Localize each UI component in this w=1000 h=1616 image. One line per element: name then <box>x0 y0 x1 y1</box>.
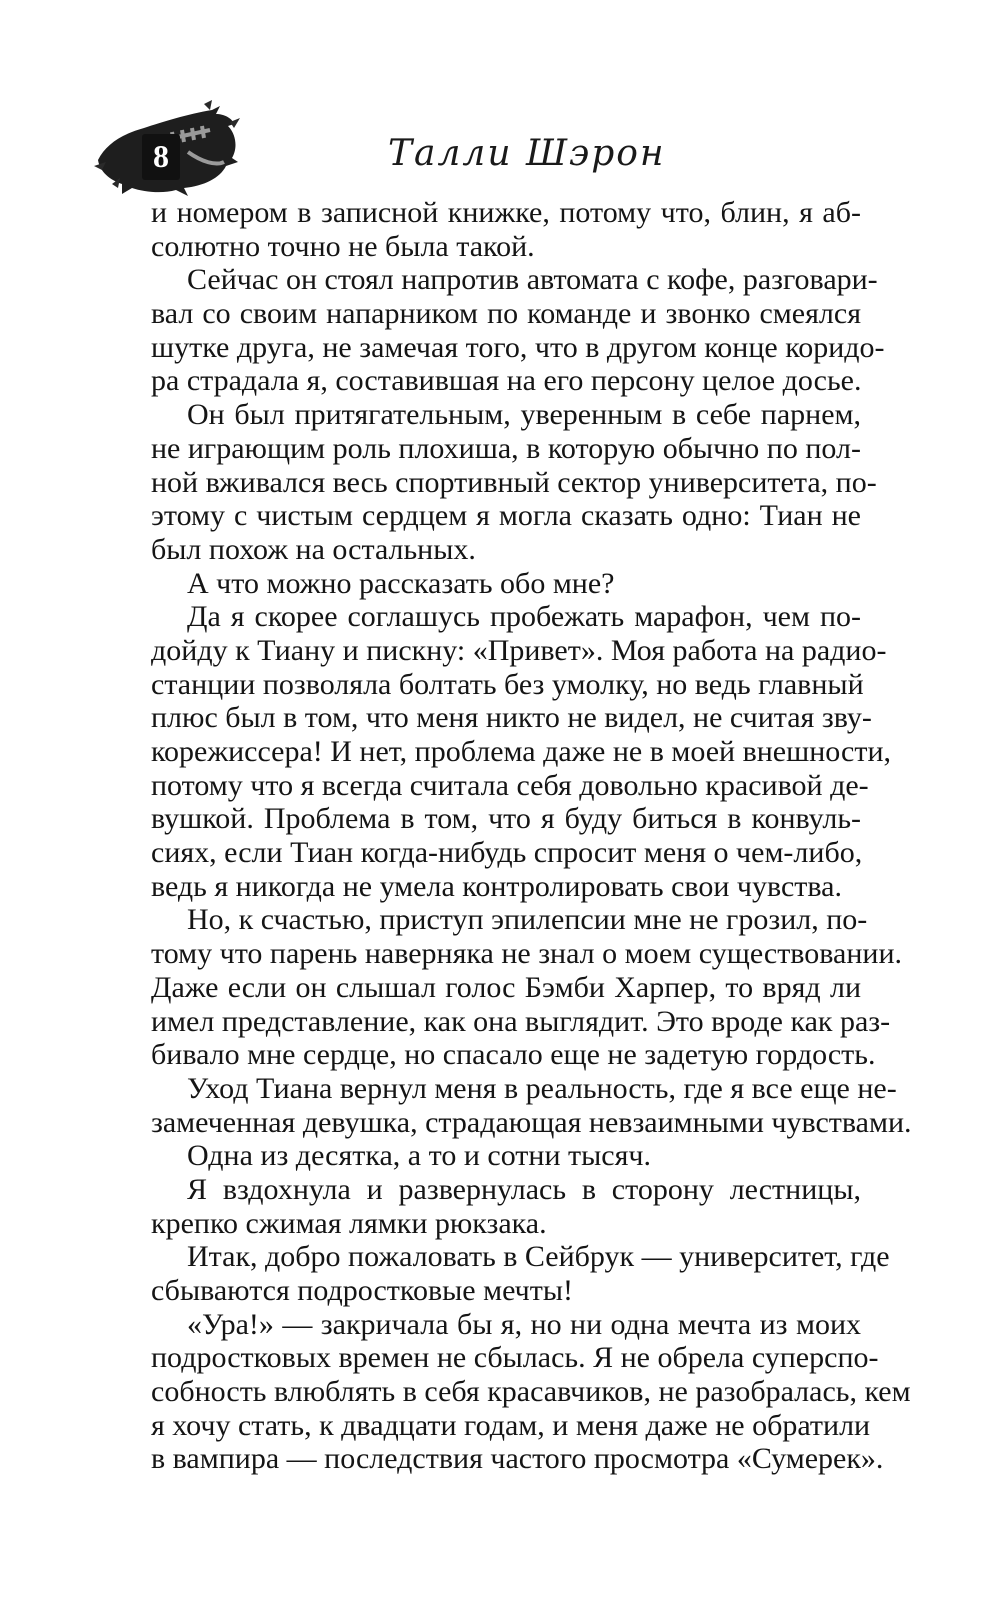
text-line: сиях, если Тиан когда-нибудь спросит меня о чем-либо, <box>151 836 863 870</box>
text-line: крепко сжимая лямки рюкзака. <box>151 1206 547 1240</box>
text-line: станции позволяла болтать без умолку, но ведь главный <box>151 667 864 701</box>
text-line: замеченная девушка, страдающая невзаимными чувствами. <box>151 1105 912 1139</box>
text-line: Да я скорее соглашусь пробежать марафон, чем по- <box>187 600 861 634</box>
text-line: Я вздохнула и развернулась в сторону лестницы, <box>187 1172 861 1206</box>
text-line: корежиссера! И нет, проблема даже не в моей внешности, <box>151 735 892 768</box>
text-line: Но, к счастью, приступ эпилепсии мне не грозил, по- <box>187 903 868 937</box>
text-line: в вампира — последствия частого просмотра «Сумерек». <box>151 1442 884 1476</box>
text-line: не играющим роль плохиша, в которую обычно по пол- <box>151 431 861 465</box>
text-line: солютно точно не была такой. <box>151 229 535 263</box>
text-line: потому что я всегда считала себя довольно красивой де- <box>151 768 869 802</box>
text-line: дойду к Тиану и пискну: «Привет». Моя работа на радио- <box>151 633 887 667</box>
page-number: 8 <box>153 138 169 174</box>
running-head-author: Талли Шэрон <box>388 133 666 174</box>
body-text <box>151 196 912 1476</box>
text-line: Он был притягательным, уверенным в себе парнем, <box>187 398 861 432</box>
text-line: «Ура!» — закричала бы я, но ни одна мечта из моих <box>187 1307 861 1341</box>
text-line: ной вживался весь спортивный сектор университета, по- <box>151 465 877 499</box>
text-line: подростковых времен не сбылась. Я не обрела суперспо- <box>151 1341 879 1375</box>
text-line: был похож на остальных. <box>151 532 476 566</box>
text-line: Сейчас он стоял напротив автомата с кофе, разговари- <box>187 263 878 297</box>
text-line: сбываются подростковые мечты! <box>151 1274 574 1307</box>
text-line: Одна из десятка, а то и сотни тысяч. <box>187 1139 651 1173</box>
text-line: Даже если он слышал голос Бэмби Харпер, то вряд ли <box>151 970 861 1004</box>
text-line: Уход Тиана вернул меня в реальность, где я все еще не- <box>187 1071 897 1105</box>
text-line: ведь я никогда не умела контролировать свои чувства. <box>151 869 842 903</box>
text-line: шутке друга, не замечая того, что в другом конце коридо- <box>151 330 885 364</box>
text-line: бивало мне сердце, но спасало еще не задетую гордость. <box>151 1038 876 1072</box>
text-line: имел представление, как она выглядит. Это вроде как раз- <box>151 1004 891 1038</box>
text-line: и номером в записной книжке, потому что, блин, я аб- <box>151 196 861 229</box>
text-line: ра страдала я, составившая на его персону целое досье. <box>151 364 862 398</box>
text-line: собность влюблять в себя красавчиков, не разобралась, кем <box>151 1375 911 1409</box>
text-line: вал со своим напарником по команде и звонко смеялся <box>151 297 861 331</box>
text-line: я хочу стать, к двадцати годам, и меня даже не обратили <box>151 1408 871 1442</box>
text-line: А что можно рассказать обо мне? <box>187 566 615 600</box>
text-line: этому с чистым сердцем я могла сказать одно: Тиан не <box>151 499 861 533</box>
text-line: Итак, добро пожаловать в Сейбрук — университет, где <box>187 1240 890 1274</box>
text-line: вушкой. Проблема в том, что я буду биться в конвуль- <box>151 802 861 836</box>
text-line: плюс был в том, что меня никто не видел, не считая зву- <box>151 701 872 735</box>
page-header <box>0 0 1000 200</box>
text-line: тому что парень наверняка не знал о моем существовании. <box>151 937 903 971</box>
